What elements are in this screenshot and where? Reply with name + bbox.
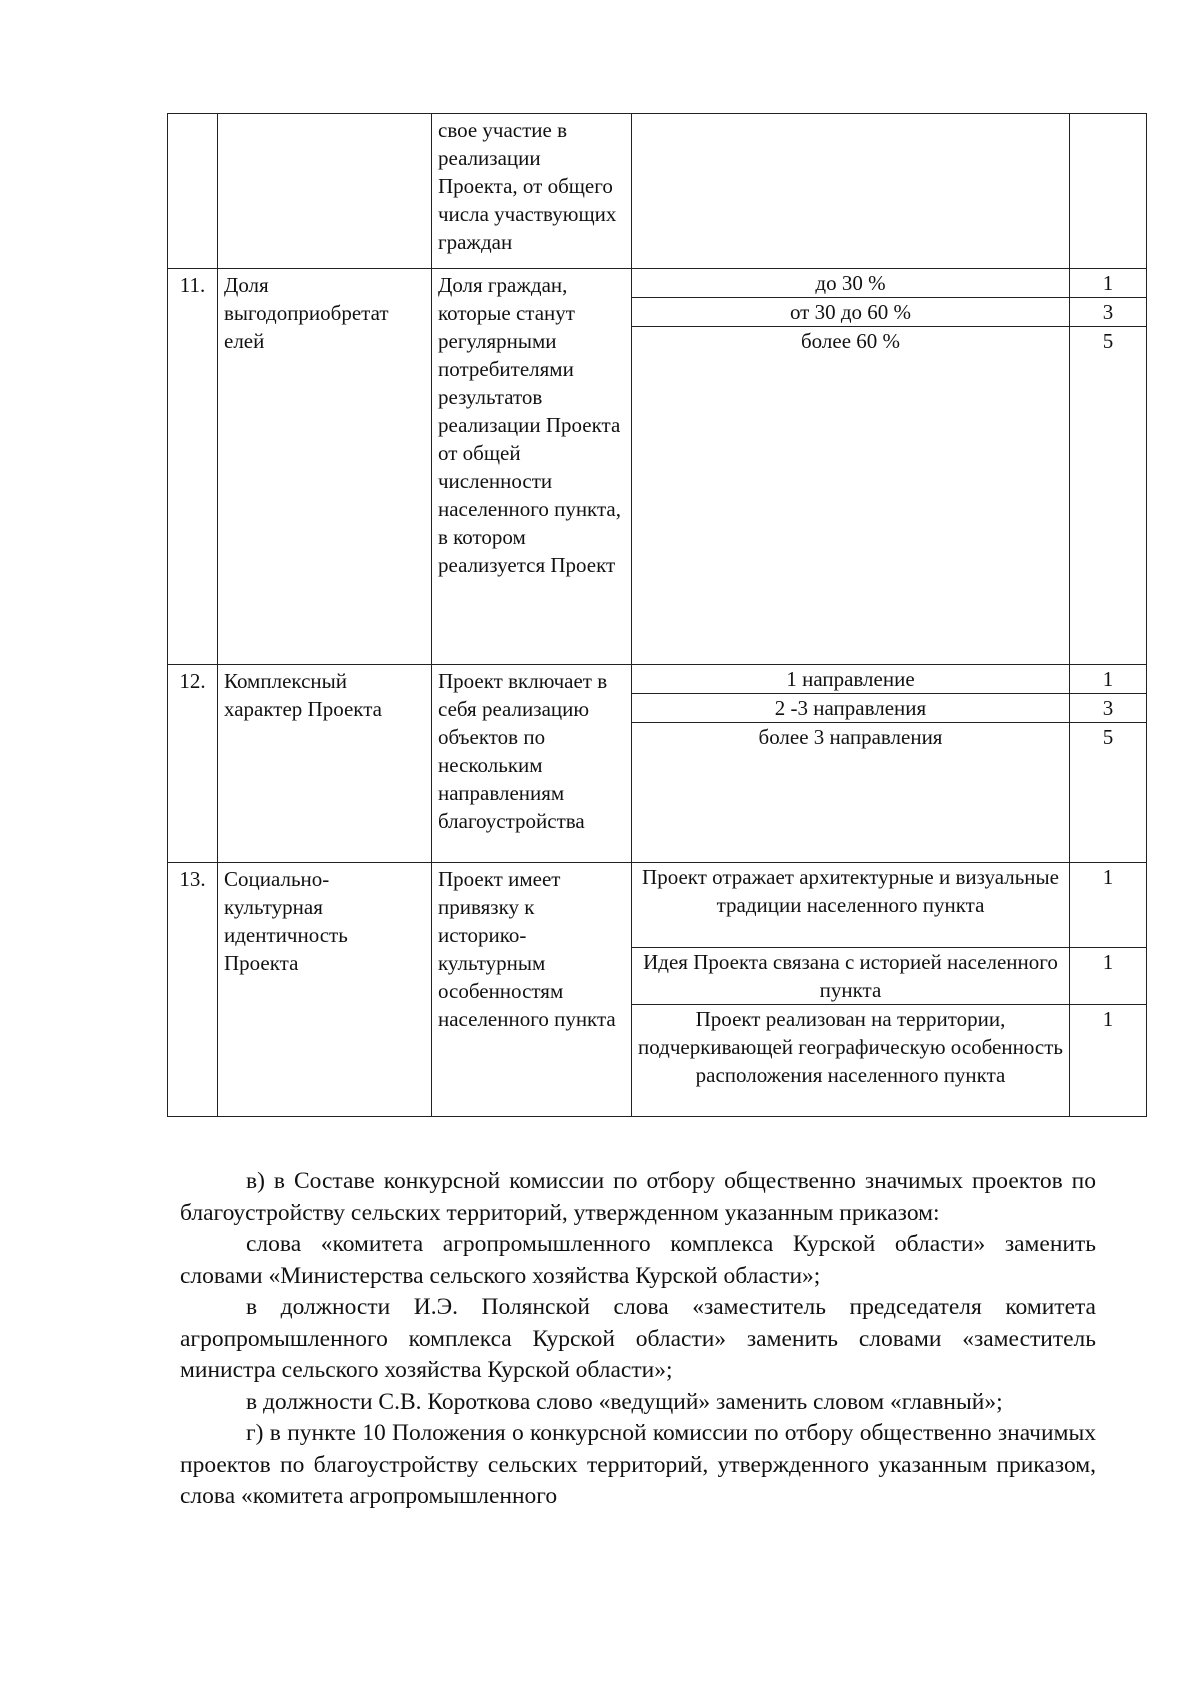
row-number [168, 114, 218, 269]
criterion-option: 1 направление [632, 665, 1069, 694]
criterion-description: Проект включает в себя реализацию объектов по нескольким направлениям благоустройства [432, 665, 632, 863]
criterion-option: более 60 % [800, 329, 901, 353]
criterion-option: 2 -3 направления [632, 694, 1069, 723]
criterion-scores [1070, 665, 1147, 863]
paragraph: в должности И.Э. Полянской слова «заместитель председателя комитета агропромышленного комплекса Курской области» заменить словами «заместитель министра сельского хозяйства Курской области»; [180, 1294, 1096, 1383]
criterion-scores [1070, 114, 1147, 269]
criterion-description: свое участие в реализации Проекта, от общего числа участвующих граждан [432, 114, 632, 269]
criterion-option: Проект реализован на территории, подчеркивающей географическую особенность расположения населенного пункта [638, 1007, 1063, 1087]
paragraph: в должности С.В. Короткова слово «ведущий» заменить словом «главный»; [246, 1388, 1003, 1415]
criterion-option: до 30 % [632, 269, 1069, 298]
criterion-option: Проект отражает архитектурные и визуальные традиции населенного пункта [632, 863, 1069, 948]
criterion-option: Идея Проекта связана с историей населенного пункта [632, 948, 1069, 1005]
criteria-table [167, 113, 1147, 1117]
score-value: 1 [1102, 1007, 1114, 1031]
paragraph: г) в пункте 10 Положения о конкурсной комиссии по отбору общественно значимых проектов по благоустройству сельских территорий, утвержденного указанным приказом, слова «комитета агропромышленного [180, 1420, 1096, 1509]
score-value: 5 [1102, 329, 1114, 353]
criterion-scores [1070, 269, 1147, 665]
criterion-scores [1070, 863, 1147, 1117]
criterion-description: Проект имеет привязку к историко-культурным особенностям населенного пункта [432, 863, 632, 1117]
criterion-options [632, 665, 1070, 863]
criterion-options [632, 269, 1070, 665]
table-row [168, 269, 1147, 665]
criterion-option: от 30 до 60 % [632, 298, 1069, 327]
table-row [168, 863, 1147, 1117]
score-value: 5 [1102, 725, 1114, 749]
score-value: 1 [1070, 665, 1146, 694]
score-value: 3 [1070, 298, 1146, 327]
paragraph: слова «комитета агропромышленного комплекса Курской области» заменить словами «Министерства сельского хозяйства Курской области»; [180, 1231, 1096, 1289]
criterion-name [218, 114, 432, 269]
criterion-description: Доля граждан, которые станут регулярными потребителями результатов реализации Проекта от общей численности населенного пункта, в котором реализуется Проект [432, 269, 632, 665]
table-row [168, 114, 1147, 269]
paragraph: в) в Составе конкурсной комиссии по отбору общественно значимых проектов по благоустройству сельских территорий, утвержденном указанным приказом: [180, 1168, 1096, 1226]
criterion-options [632, 114, 1070, 269]
score-value: 1 [1070, 863, 1146, 948]
criterion-options [632, 863, 1070, 1117]
criterion-name: Доля выгодоприобретат елей [218, 269, 432, 665]
table-row [168, 665, 1147, 863]
row-number: 13. [168, 863, 218, 1117]
criterion-name: Комплексный характер Проекта [218, 665, 432, 863]
amendment-text [180, 1166, 1096, 1513]
score-value: 1 [1070, 269, 1146, 298]
criterion-option: более 3 направления [758, 725, 943, 749]
row-number: 12. [168, 665, 218, 863]
score-value: 3 [1070, 694, 1146, 723]
row-number: 11. [168, 269, 218, 665]
criterion-name: Социально-культурная идентичность Проекта [218, 863, 432, 1117]
score-value: 1 [1070, 948, 1146, 1005]
